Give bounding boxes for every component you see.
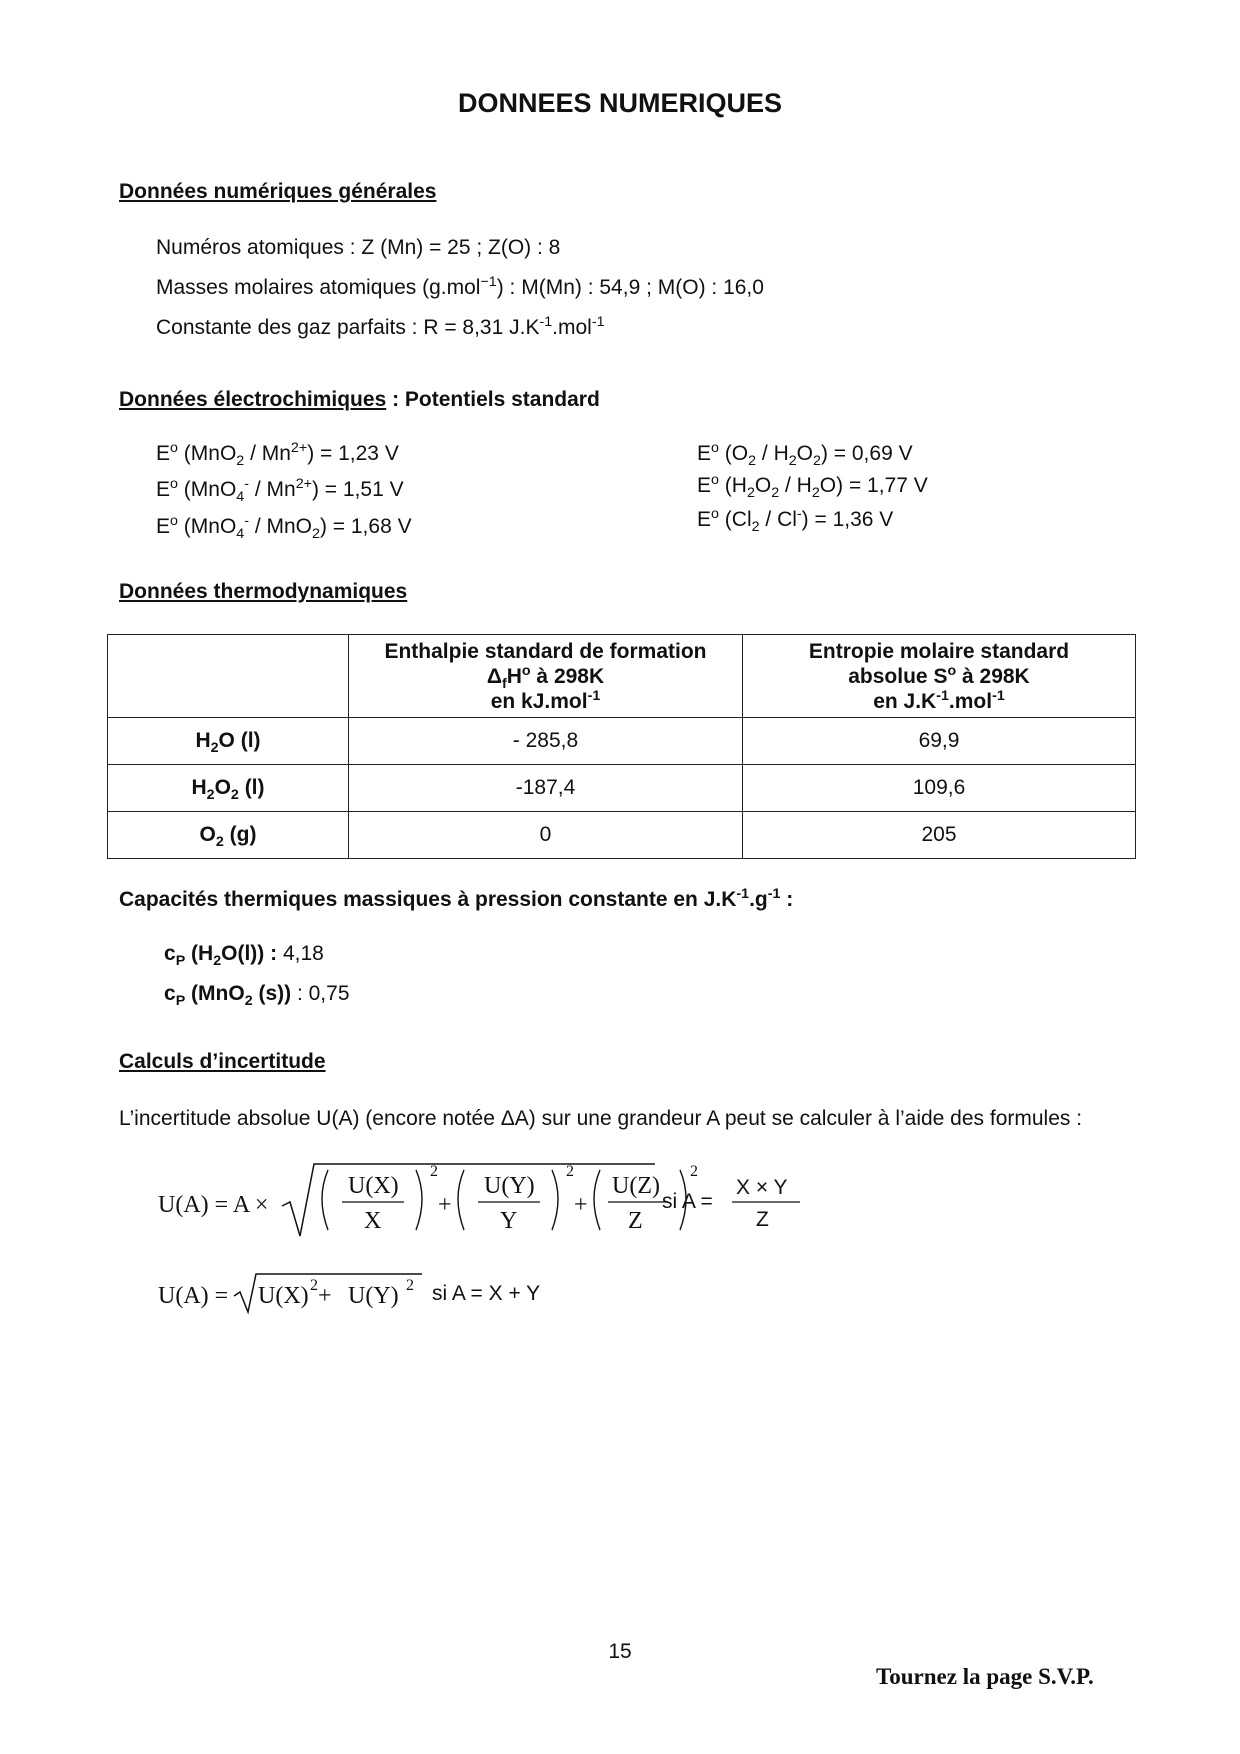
- potential-o2-h2o2: $E^o$ $(O_2 / H_2O_2) = 0,69$ V: [697, 440, 913, 470]
- section-heading-general: Données numériques générales: [119, 180, 437, 203]
- thermo-table: [107, 634, 1136, 859]
- formula1-den2: Y: [500, 1208, 518, 1234]
- atomic-numbers: Numéros atomiques : Z (Mn) = 25 ; Z(O) : 8: [156, 236, 561, 259]
- formula1-num3: U(Z): [612, 1173, 660, 1199]
- species-cell: $H_2O$ (l): [108, 718, 349, 765]
- plus-sign: +: [438, 1192, 452, 1218]
- exp: 2: [566, 1163, 574, 1180]
- enthalpy-cell: -187,4: [349, 765, 743, 812]
- potential-mno4-mn2: $E^o$ $(MnO_4^- / Mn^{2+}) = 1,51$ V: [156, 476, 404, 506]
- enthalpy-cell: - 285,8: [349, 718, 743, 765]
- page-number: 15: [608, 1640, 632, 1663]
- entropy-cell: 205: [743, 812, 1136, 859]
- potential-mno4-mno2: $E^o$ (MnO$_4$- / MnO$_2$) = 1,68 V: [156, 513, 412, 543]
- entropy-cell: 109,6: [743, 765, 1136, 812]
- potential-cl2-cl: $E^o$ $(Cl_2 / Cl^-) = 1,36$ V: [697, 506, 894, 536]
- paren-left: [458, 1170, 464, 1230]
- table-header-row: [108, 635, 1136, 718]
- formula2-plus: +: [318, 1283, 332, 1309]
- potential-mno2-mn2: $E^o$ $(MnO_2 / Mn^{2+}) = 1,23$ V: [156, 440, 399, 470]
- potential-h2o2-h2o: $E^o$ $(H_2O_2 / H_2O) = 1,77$ V: [697, 472, 928, 502]
- formula2-lhs: U(A) =: [158, 1283, 229, 1309]
- species-cell: $H_2O_2$ (l): [108, 765, 349, 812]
- molar-masses: Masses molaires atomiques (g.mol$^{-1}$) : M(Mn) : 54,9 ; M(O) : 16,0: [156, 274, 764, 299]
- gas-constant: Constante des gaz parfaits : R = 8,31 $J.K^{-1}.mol^{-1}$: [156, 314, 605, 339]
- plus-sign: +: [574, 1192, 588, 1218]
- formula1-num2: U(Y): [484, 1173, 535, 1199]
- uncertainty-text: L’incertitude absolue U(A) (encore notée ΔA) sur une grandeur A peut se calculer à l’aide des formules :: [119, 1107, 1083, 1130]
- formula1-num1: U(X): [348, 1173, 399, 1199]
- section-heading-electro: Données électrochimiques : Potentiels standard: [119, 388, 600, 411]
- table-row: [108, 718, 1136, 765]
- header-entropy: Entropie molaire standard absolue $S^o$ à 298K en $J.K^{-1}.mol^{-1}$: [743, 635, 1136, 718]
- formula1-condition: si A =: [662, 1190, 713, 1213]
- species-cell: $O_2$ (g): [108, 812, 349, 859]
- turn-page-note: Tournez la page S.V.P.: [876, 1664, 1094, 1689]
- section-heading-thermo: Données thermodynamiques: [119, 580, 408, 603]
- paren-right: [416, 1170, 422, 1230]
- section-heading-capacities: Capacités thermiques massiques à pression constante en $J.K^{-1}.g^{-1}$ :: [119, 886, 794, 911]
- page-title: DONNEES NUMERIQUES: [457, 88, 783, 118]
- table-row: [108, 765, 1136, 812]
- uncertainty-formula-product: [150, 1160, 830, 1240]
- uncertainty-formula-sum: [150, 1270, 650, 1316]
- formula1-cond-den: Z: [756, 1208, 769, 1231]
- paren-right: [552, 1170, 558, 1230]
- formula2-term2: U(Y): [348, 1283, 399, 1309]
- paren-left: [594, 1170, 600, 1230]
- enthalpy-cell: 0: [349, 812, 743, 859]
- exp: 2: [690, 1163, 698, 1180]
- formula1-cond-num: X × Y: [736, 1176, 788, 1199]
- entropy-cell: 69,9: [743, 718, 1136, 765]
- header-enthalpy: Enthalpie standard de formation $\Delta_fH^o$ à 298K en kJ.mol$^{-1}$: [349, 635, 743, 718]
- exp: 2: [310, 1277, 318, 1294]
- capacity-mno2: $c_P$ (MnO$_2$ (s)) : 0,75: [164, 982, 350, 1010]
- section-heading-uncertainty: Calculs d’incertitude: [119, 1050, 326, 1073]
- formula2-condition: si A = X + Y: [432, 1282, 541, 1305]
- formula1-den1: X: [364, 1208, 382, 1234]
- exp: 2: [406, 1277, 414, 1294]
- header-empty-cell: [108, 635, 349, 718]
- formula1-den3: Z: [628, 1208, 643, 1234]
- capacity-water: $c_P$ $(H_2O(l))$ : 4,18: [164, 942, 324, 970]
- paren-left: [322, 1170, 328, 1230]
- formula2-term1: U(X): [258, 1283, 309, 1309]
- table-row: [108, 812, 1136, 859]
- exp: 2: [430, 1163, 438, 1180]
- formula1-lhs: U(A) = A ×: [158, 1192, 269, 1218]
